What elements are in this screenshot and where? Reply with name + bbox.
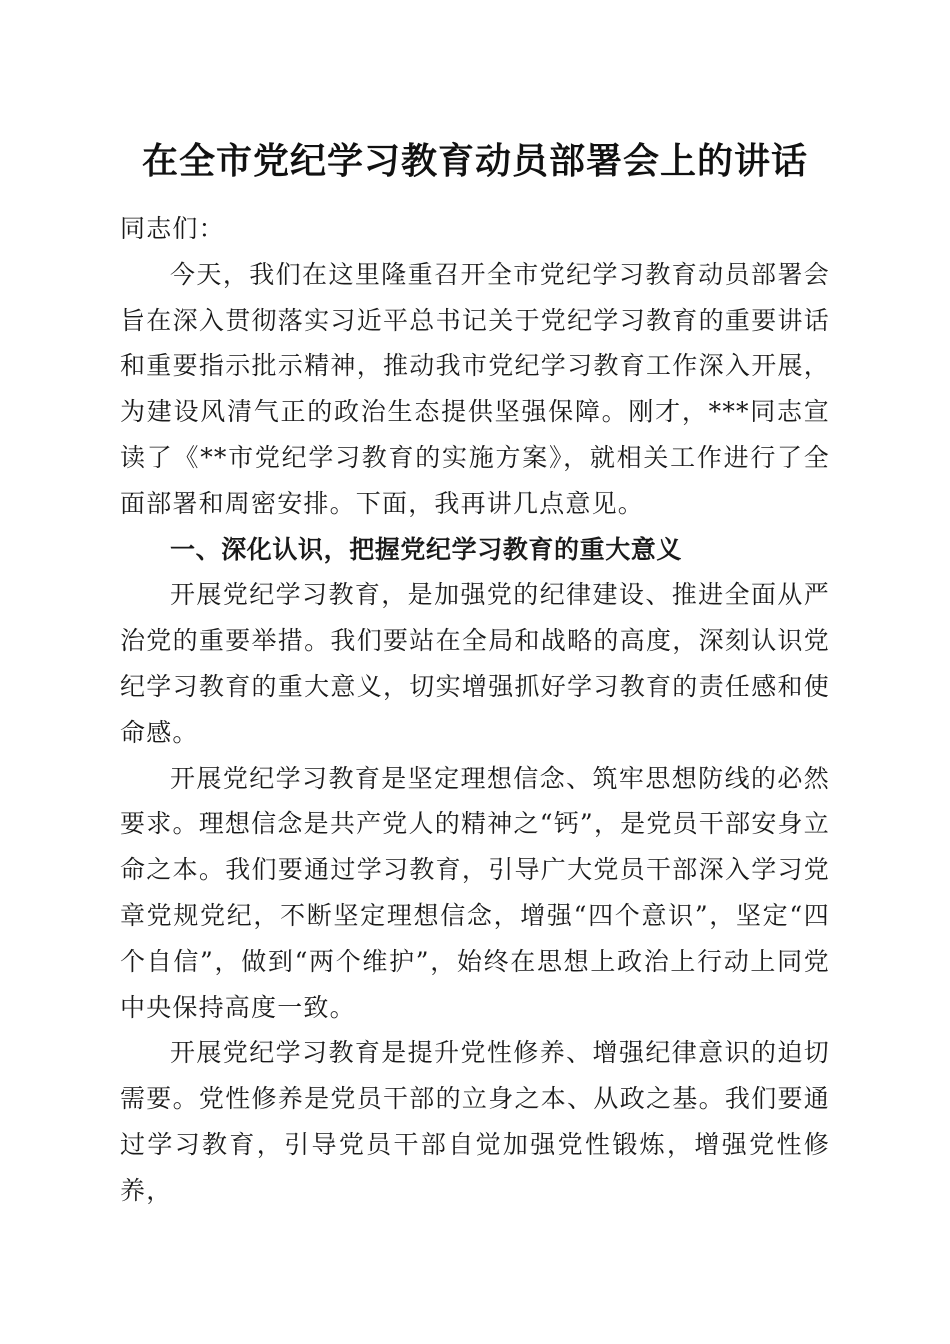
section-1-paragraph-3: 开展党纪学习教育是提升党性修养、增强纪律意识的迫切需要。党性修养是党员干部的立身之本、从政之基。我们要通过学习教育，引导党员干部自觉加强党性锻炼，增强党性修养， xyxy=(120,1038,830,1205)
document-body xyxy=(120,206,830,1214)
document-title: 在全市党纪学习教育动员部署会上的讲话 xyxy=(141,140,808,182)
intro-paragraph: 今天，我们在这里隆重召开全市党纪学习教育动员部署会旨在深入贯彻落实习近平总书记关于党纪学习教育的重要讲话和重要指示批示精神，推动我市党纪学习教育工作深入开展，为建设风清气正的政治生态提供坚强保障。刚才，***同志宣读了《**市党纪学习教育的实施方案》，就相关工作进行了全面部署和周密安排。下面，我再讲几点意见。 xyxy=(120,259,830,518)
salutation: 同志们： xyxy=(120,214,225,243)
section-heading-1: 一、深化认识，把握党纪学习教育的重大意义 xyxy=(170,534,683,564)
section-1-paragraph-1: 开展党纪学习教育，是加强党的纪律建设、推进全面从严治党的重要举措。我们要站在全局和战略的高度，深刻认识党纪学习教育的重大意义，切实增强抓好学习教育的责任感和使命感。 xyxy=(120,580,830,747)
section-1-paragraph-2: 开展党纪学习教育是坚定理想信念、筑牢思想防线的必然要求。理想信念是共产党人的精神之“钙”，是党员干部安身立命之本。我们要通过学习教育，引导广大党员干部深入学习党章党规党纪，不断坚定理想信念，增强“四个意识”，坚定“四个自信”，做到“两个维护”，始终在思想上政治上行动上同党中央保持高度一致。 xyxy=(120,763,830,1022)
